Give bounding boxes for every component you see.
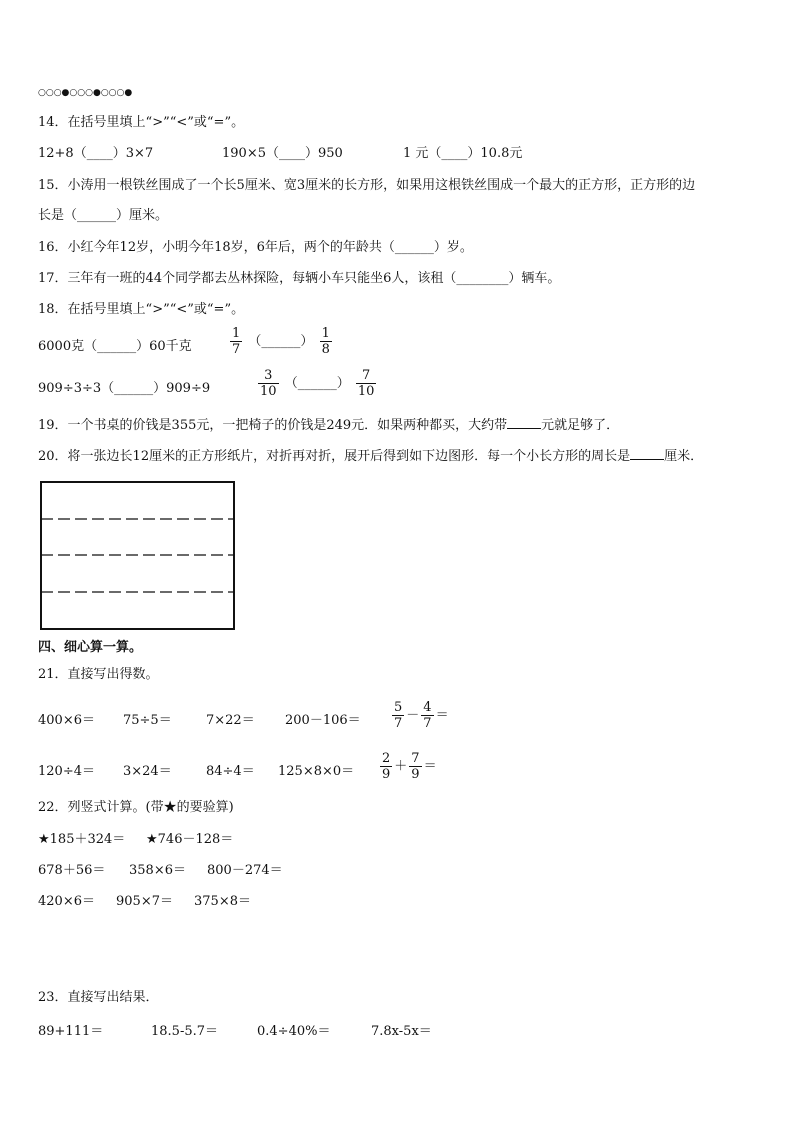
q19-before: 19．一个书桌的价钱是355元，一把椅子的价钱是249元．如果两种都买，大约带 [38,418,508,433]
q14-item-2: 190×5（____）950 [222,146,343,161]
calc-item: 75÷5＝ [123,713,172,728]
section-4-title: 四、细心算一算。 [38,640,143,655]
calc-item: ★185＋324＝ [38,832,126,847]
q21-title: 21．直接写出得数。 [38,667,159,682]
compare-blank: （______） [248,334,314,349]
fraction-numerator: 5 [394,700,403,715]
fraction-numerator: 4 [423,700,432,715]
fraction [356,368,377,399]
calc-item: 905×7＝ [116,894,173,909]
calc-item: 200－106＝ [285,713,361,728]
calc-item: ★746－128＝ [146,832,234,847]
fraction-numerator: 7 [356,368,377,384]
q20-text [38,447,703,466]
calc-item: 800－274＝ [207,863,283,878]
q16-text: 16．小红今年12岁，小明今年18岁，6年后，两个的年龄共（______）岁。 [38,240,473,255]
q18-row-2-left: 909÷3÷3（______）909÷9 [38,381,211,396]
fraction-denominator: 10 [357,384,375,399]
q18-title: 18．在括号里填上“>”“<”或“=”。 [38,302,245,317]
folded-paper-figure [38,480,238,632]
q14-item-3: 1 元（____）10.8元 [403,146,523,161]
operator: － [406,708,420,723]
fraction-denominator: 7 [232,342,241,357]
fraction-numerator: 1 [321,326,330,341]
q14-title: 14．在括号里填上“>”“<”或“=”。 [38,115,245,130]
fraction-numerator: 1 [232,326,241,341]
equals-sign: ＝ [423,759,437,774]
calc-item: 89+111＝ [38,1024,104,1039]
q20-after: 厘米． [664,449,704,464]
fraction-denominator: 8 [321,342,330,357]
calc-item: 375×8＝ [194,894,251,909]
calc-item: 120÷4＝ [38,764,95,779]
q15-line-2: 长是（______）厘米。 [38,208,169,223]
q19-after: 元就足够了． [541,418,620,433]
q17-text: 17．三年有一班的44个同学都去丛林探险，每辆小车只能坐6人，该租（________）辆车。 [38,271,561,286]
fraction [230,326,242,357]
fraction-expression [390,700,449,731]
fraction [380,751,392,782]
calc-item: 0.4÷40%＝ [257,1024,331,1039]
fraction [258,368,279,399]
fraction [421,700,433,731]
calc-item: 400×6＝ [38,713,95,728]
fraction [409,751,421,782]
q15-line-1: 15．小涛用一根铁丝围成了一个长5厘米、宽3厘米的长方形，如果用这根铁丝围成一个最大的正方形，正方形的边 [38,178,696,193]
q14-item-1: 12+8（____）3×7 [38,146,154,161]
q20-before: 20．将一张边长12厘米的正方形纸片，对折再对折，展开后得到如下边图形．每一个小长方形的周长是 [38,449,631,464]
fraction [392,700,404,731]
q18-row-1-right [228,326,334,357]
q23-title: 23．直接写出结果． [38,990,159,1005]
fraction [320,326,332,357]
q18-row-2-right [256,368,378,399]
fraction-numerator: 7 [411,751,420,766]
header-dots: ○○○●○○○●○○○● [38,88,133,98]
fraction-denominator: 7 [423,716,432,731]
q22-title: 22．列竖式计算。(带★的要验算) [38,800,234,815]
calc-item: 420×6＝ [38,894,95,909]
answer-blank [630,447,664,460]
operator: ＋ [394,759,408,774]
fraction-numerator: 2 [382,751,391,766]
calc-item: 18.5-5.7＝ [151,1024,219,1039]
calc-item: 84÷4＝ [206,764,255,779]
equals-sign: ＝ [435,708,449,723]
compare-blank: （______） [284,376,350,391]
fraction-denominator: 7 [394,716,403,731]
q19-text [38,416,619,435]
calc-item: 125×8×0＝ [278,764,355,779]
q18-row-1-left: 6000克（______）60千克 [38,339,192,354]
calc-item: 358×6＝ [129,863,186,878]
fraction-denominator: 9 [382,767,391,782]
answer-blank [507,416,541,429]
fraction-denominator: 9 [411,767,420,782]
calc-item: 3×24＝ [123,764,172,779]
calc-item: 7.8x-5x＝ [371,1024,432,1039]
fraction-numerator: 3 [258,368,279,384]
calc-item: 678＋56＝ [38,863,106,878]
fraction-denominator: 10 [260,384,277,399]
calc-item: 7×22＝ [206,713,255,728]
fraction-expression [378,751,437,782]
